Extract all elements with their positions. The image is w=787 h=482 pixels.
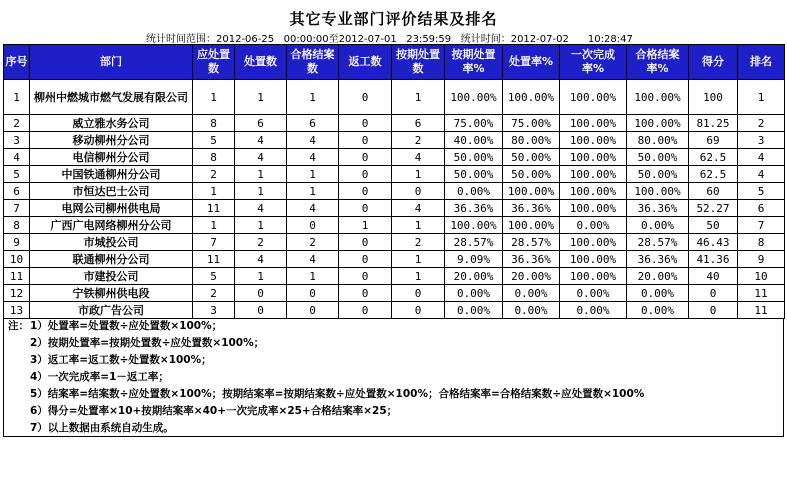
table-cell: 50.00% [445,166,503,183]
table-cell: 100.00% [627,115,689,132]
table-cell: 8 [193,149,235,166]
table-cell: 0 [339,302,392,319]
table-cell: 0 [235,285,287,302]
table-cell: 0 [339,80,392,115]
table-cell: 2 [235,234,287,251]
table-cell: 3 [738,132,785,149]
note-text: 2）按期处置率=按期处置数÷应处置数×100%； [30,337,265,349]
table-cell: 0 [689,285,738,302]
table-cell: 8 [193,115,235,132]
table-cell: 6 [4,183,30,200]
report-title: 其它专业部门评价结果及排名 [289,10,498,28]
note-line [4,335,783,352]
table-cell: 50.00% [503,166,560,183]
table-cell: 11 [738,285,785,302]
table-cell: 100.00% [503,217,560,234]
table-cell: 0 [339,115,392,132]
table-cell: 4 [287,200,339,217]
table-cell: 0 [339,166,392,183]
table-cell: 10 [738,268,785,285]
table-cell: 3 [4,132,30,149]
table-cell: 4 [235,132,287,149]
table-cell: 4 [738,166,785,183]
table-cell: 4 [235,200,287,217]
table-cell: 13 [4,302,30,319]
table-cell: 2 [392,234,445,251]
table-row [4,183,785,200]
table-cell: 0.00% [445,183,503,200]
table-row [4,234,785,251]
table-cell: 50.00% [627,166,689,183]
column-header: 返工数 [339,45,392,80]
column-header: 合格结案数 [287,45,339,80]
table-cell: 0.00% [627,302,689,319]
table-cell: 0.00% [560,285,627,302]
table-cell: 0 [339,132,392,149]
column-header: 处置率% [503,45,560,80]
table-cell: 41.36 [689,251,738,268]
department-cell: 市建投公司 [30,268,193,285]
table-cell: 4 [287,149,339,166]
table-cell: 11 [193,251,235,268]
table-cell: 100.00% [560,149,627,166]
table-row [4,217,785,234]
table-cell: 1 [235,183,287,200]
table-cell: 6 [738,200,785,217]
table-cell: 1 [392,268,445,285]
table-cell: 100.00% [627,80,689,115]
column-header: 得分 [689,45,738,80]
table-cell: 7 [738,217,785,234]
table-cell: 4 [392,200,445,217]
table-cell: 11 [738,302,785,319]
table-cell: 1 [392,251,445,268]
table-cell: 28.57% [627,234,689,251]
table-cell: 1 [287,268,339,285]
table-cell: 100.00% [560,115,627,132]
table-cell: 2 [392,132,445,149]
table-cell: 100.00% [560,183,627,200]
table-cell: 11 [193,200,235,217]
table-cell: 75.00% [503,115,560,132]
note-text: 5）结案率=结案数÷应处置数×100%；按期结案率=按期结案数÷应处置数×100%；合格结案率=合格结案数÷应处置数×100% [30,388,645,400]
table-cell: 5 [193,132,235,149]
department-cell: 柳州中燃城市燃气发展有限公司 [30,80,193,115]
stat-time-label: 统计时间： [460,34,511,45]
table-cell: 2 [193,166,235,183]
table-cell: 100.00% [560,132,627,149]
table-cell: 11 [4,268,30,285]
table-cell: 0 [689,302,738,319]
table-row [4,268,785,285]
table-row [4,80,785,115]
table-cell: 4 [235,251,287,268]
table-cell: 81.25 [689,115,738,132]
note-line [4,369,783,386]
table-row [4,132,785,149]
table-cell: 0.00% [627,285,689,302]
department-cell: 市政广告公司 [30,302,193,319]
table-cell: 0 [392,183,445,200]
table-cell: 0.00% [627,217,689,234]
column-header: 按期处置数 [392,45,445,80]
table-cell: 0.00% [445,285,503,302]
table-cell: 1 [235,268,287,285]
department-cell: 移动柳州分公司 [30,132,193,149]
table-cell: 75.00% [445,115,503,132]
table-cell: 7 [4,200,30,217]
table-cell: 1 [339,217,392,234]
table-cell: 100.00% [560,268,627,285]
table-cell: 0 [339,251,392,268]
table-cell: 1 [193,183,235,200]
table-cell: 0 [392,285,445,302]
department-cell: 联通柳州分公司 [30,251,193,268]
note-text: 7）以上数据由系统自动生成。 [30,422,174,434]
table-cell: 36.36% [503,251,560,268]
table-cell: 9.09% [445,251,503,268]
table-cell: 0 [339,234,392,251]
table-row [4,115,785,132]
note-line [4,403,783,420]
column-header: 处置数 [235,45,287,80]
department-cell: 威立雅水务公司 [30,115,193,132]
notes-box [3,318,784,437]
table-cell: 1 [738,80,785,115]
table-cell: 2 [4,115,30,132]
department-cell: 市城投公司 [30,234,193,251]
table-cell: 1 [287,166,339,183]
table-cell: 12 [4,285,30,302]
table-cell: 0 [287,285,339,302]
table-cell: 2 [738,115,785,132]
table-row [4,285,785,302]
column-header: 按期处置率% [445,45,503,80]
table-cell: 6 [235,115,287,132]
column-header: 一次完成率% [560,45,627,80]
table-cell: 0 [339,285,392,302]
table-cell: 50.00% [627,149,689,166]
table-cell: 100.00% [560,166,627,183]
table-cell: 50 [689,217,738,234]
table-cell: 1 [193,217,235,234]
table-cell: 4 [235,149,287,166]
table-cell: 0 [287,217,339,234]
table-row [4,149,785,166]
table-cell: 8 [4,217,30,234]
table-cell: 100.00% [503,80,560,115]
table-cell: 5 [4,166,30,183]
table-cell: 100.00% [560,251,627,268]
table-cell: 62.5 [689,149,738,166]
table-cell: 4 [287,251,339,268]
range-to-separator: 至 [328,34,339,45]
table-cell: 6 [287,115,339,132]
table-row [4,251,785,268]
table-cell: 36.36% [503,200,560,217]
table-cell: 4 [4,149,30,166]
table-cell: 1 [392,80,445,115]
table-cell: 28.57% [503,234,560,251]
table-cell: 69 [689,132,738,149]
table-cell: 5 [738,183,785,200]
table-cell: 0 [392,302,445,319]
table-cell: 0 [339,149,392,166]
table-cell: 9 [4,234,30,251]
range-label: 统计时间范围： [146,34,216,45]
table-cell: 0 [235,302,287,319]
column-header: 合格结案率% [627,45,689,80]
evaluation-table [3,44,785,319]
table-cell: 100 [689,80,738,115]
table-cell: 0 [339,183,392,200]
table-cell: 0.00% [503,285,560,302]
table-cell: 1 [235,166,287,183]
table-cell: 0.00% [560,302,627,319]
range-to: 2012-07-01 23:59:59 [338,34,452,45]
table-cell: 4 [738,149,785,166]
table-cell: 2 [193,285,235,302]
table-cell: 100.00% [560,234,627,251]
table-row [4,302,785,319]
table-cell: 100.00% [445,217,503,234]
report-subtitle [146,30,633,45]
table-cell: 5 [193,268,235,285]
table-row [4,166,785,183]
table-cell: 60 [689,183,738,200]
note-line [4,420,783,437]
table-cell: 1 [392,166,445,183]
table-cell: 0 [287,302,339,319]
table-cell: 0 [339,268,392,285]
table-cell: 2 [287,234,339,251]
table-cell: 0.00% [503,302,560,319]
column-header: 部门 [30,45,193,80]
table-cell: 8 [738,234,785,251]
table-cell: 100.00% [627,183,689,200]
table-cell: 100.00% [560,200,627,217]
table-cell: 80.00% [503,132,560,149]
note-text: 3）返工率=返工数÷处置数×100%； [30,354,212,366]
table-cell: 1 [287,183,339,200]
table-cell: 20.00% [627,268,689,285]
column-header: 序号 [4,45,30,80]
department-cell: 宁铁柳州供电段 [30,285,193,302]
table-cell: 28.57% [445,234,503,251]
table-cell: 1 [235,217,287,234]
department-cell: 市恒达巴士公司 [30,183,193,200]
note-line [4,386,783,403]
stat-time-value: 2012-07-02 10:28:47 [510,34,633,45]
table-cell: 4 [392,149,445,166]
table-cell: 1 [235,80,287,115]
department-cell: 电网公司柳州供电局 [30,200,193,217]
table-cell: 10 [4,251,30,268]
table-cell: 50.00% [503,149,560,166]
table-cell: 9 [738,251,785,268]
range-from: 2012-06-25 00:00:00 [216,34,329,45]
note-text: 6）得分=处置率×10+按期结案率×40+一次完成率×25+合格结案率×25； [30,405,398,417]
table-cell: 1 [392,217,445,234]
table-cell: 40.00% [445,132,503,149]
table-cell: 36.36% [627,251,689,268]
note-text: 4）一次完成率=1－返工率； [30,371,169,383]
table-cell: 0.00% [445,302,503,319]
note-line [4,352,783,369]
table-cell: 0 [339,200,392,217]
note-lead: 注： [8,320,29,332]
table-row [4,200,785,217]
table-cell: 1 [4,80,30,115]
table-cell: 46.43 [689,234,738,251]
table-cell: 1 [287,80,339,115]
table-cell: 80.00% [627,132,689,149]
table-cell: 36.36% [627,200,689,217]
table-cell: 3 [193,302,235,319]
table-cell: 100.00% [560,80,627,115]
table-cell: 100.00% [445,80,503,115]
table-cell: 0.00% [560,217,627,234]
table-cell: 4 [287,132,339,149]
table-cell: 62.5 [689,166,738,183]
table-cell: 40 [689,268,738,285]
table-cell: 52.27 [689,200,738,217]
table-header-row [4,45,785,80]
table-cell: 20.00% [445,268,503,285]
table-cell: 6 [392,115,445,132]
table-cell: 100.00% [503,183,560,200]
department-cell: 中国铁通柳州分公司 [30,166,193,183]
department-cell: 广西广电网络柳州分公司 [30,217,193,234]
table-cell: 1 [193,80,235,115]
note-line [4,318,783,335]
note-text: 1）处置率=处置数÷应处置数×100%； [30,320,223,332]
column-header: 排名 [738,45,785,80]
table-cell: 20.00% [503,268,560,285]
table-cell: 7 [193,234,235,251]
table-cell: 36.36% [445,200,503,217]
table-cell: 50.00% [445,149,503,166]
column-header: 应处置数 [193,45,235,80]
department-cell: 电信柳州分公司 [30,149,193,166]
